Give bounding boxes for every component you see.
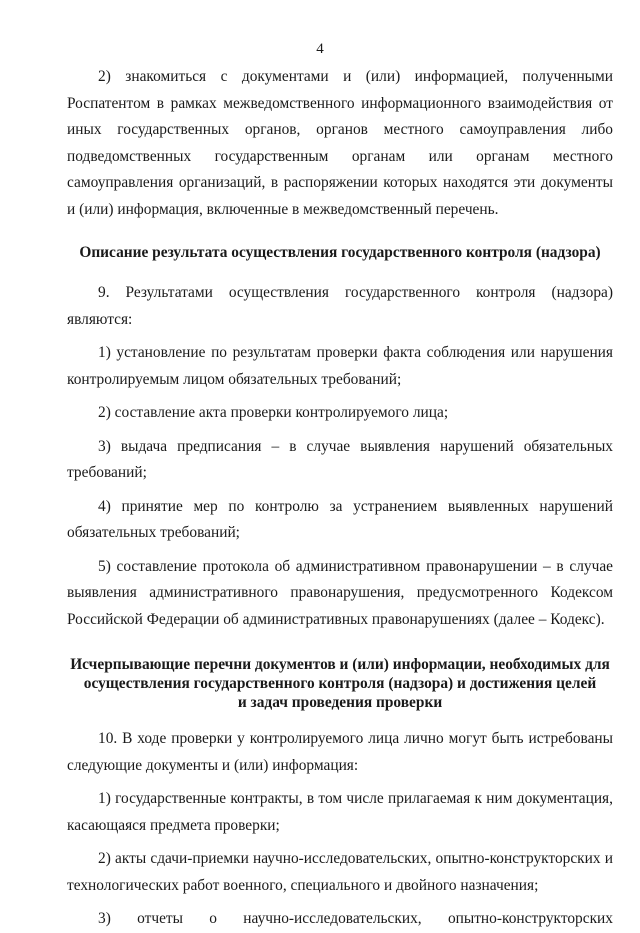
paragraph-10-item-3-word: опытно-конструкторских [447, 910, 613, 927]
section-heading-documents-line-3: и задач проведения проверки [237, 694, 443, 711]
paragraph-9-item-2: 2) составление акта проверки контролируемого лица; [98, 404, 449, 421]
section-heading-documents-line-1: Исчерпывающие перечни документов и (или) информации, необходимых для [70, 656, 610, 673]
paragraph-9: 9. Результатами осуществления государственного контроля (надзора) являются: [67, 284, 613, 328]
page-number: 4 [316, 41, 324, 57]
paragraph-10-item-3-word: о [209, 910, 217, 927]
paragraph-10-item-1: 1) государственные контракты, в том числе прилагаемая к ним документация, касающаяся предмета проверки; [67, 790, 613, 834]
paragraph-10-item-3-word: отчеты [137, 910, 183, 927]
paragraph-9-item-1: 1) установление по результатам проверки факта соблюдения или нарушения контролируемым лицом обязательных требований; [67, 344, 613, 388]
section-heading-result: Описание результата осуществления государственного контроля (надзора) [79, 244, 601, 261]
document-body [67, 64, 613, 933]
section-heading-documents [67, 655, 613, 712]
paragraph-9-item-5: 5) составление протокола об административном правонарушении – в случае выявления административного правонарушения, предусмотренного Кодексом Российской Федерации об административных правонарушениях (далее – Кодекс). [67, 557, 613, 628]
section-heading-documents-line-2: осуществления государственного контроля (надзора) и достижения целей [83, 675, 597, 692]
paragraph-10: 10. В ходе проверки у контролируемого лица лично могут быть истребованы следующие документы и (или) информация: [67, 730, 613, 774]
paragraph-10-item-3-word: 3) [98, 910, 111, 927]
paragraph-9-item-4: 4) принятие мер по контролю за устранением выявленных нарушений обязательных требований; [67, 497, 613, 541]
paragraph-item-2: 2) знакомиться с документами и (или) информацией, полученными Роспатентом в рамках межведомственного информационного взаимодействия от иных государственных органов, органов местного самоуправления либо подведомственных государственным органам или органам местного самоуправления организаций, в распоряжении которых находятся эти документы и (или) информация, включенные в межведомственный перечень. [67, 68, 613, 218]
paragraph-10-item-2: 2) акты сдачи-приемки научно-исследовательских, опытно-конструкторских и технологических работ военного, специального и двойного назначения; [67, 850, 613, 894]
paragraph-10-item-3-word: научно-исследовательских, [243, 910, 422, 927]
paragraph-9-item-3: 3) выдача предписания – в случае выявления нарушений обязательных требований; [67, 437, 613, 481]
paragraph-10-item-3 [67, 906, 613, 933]
